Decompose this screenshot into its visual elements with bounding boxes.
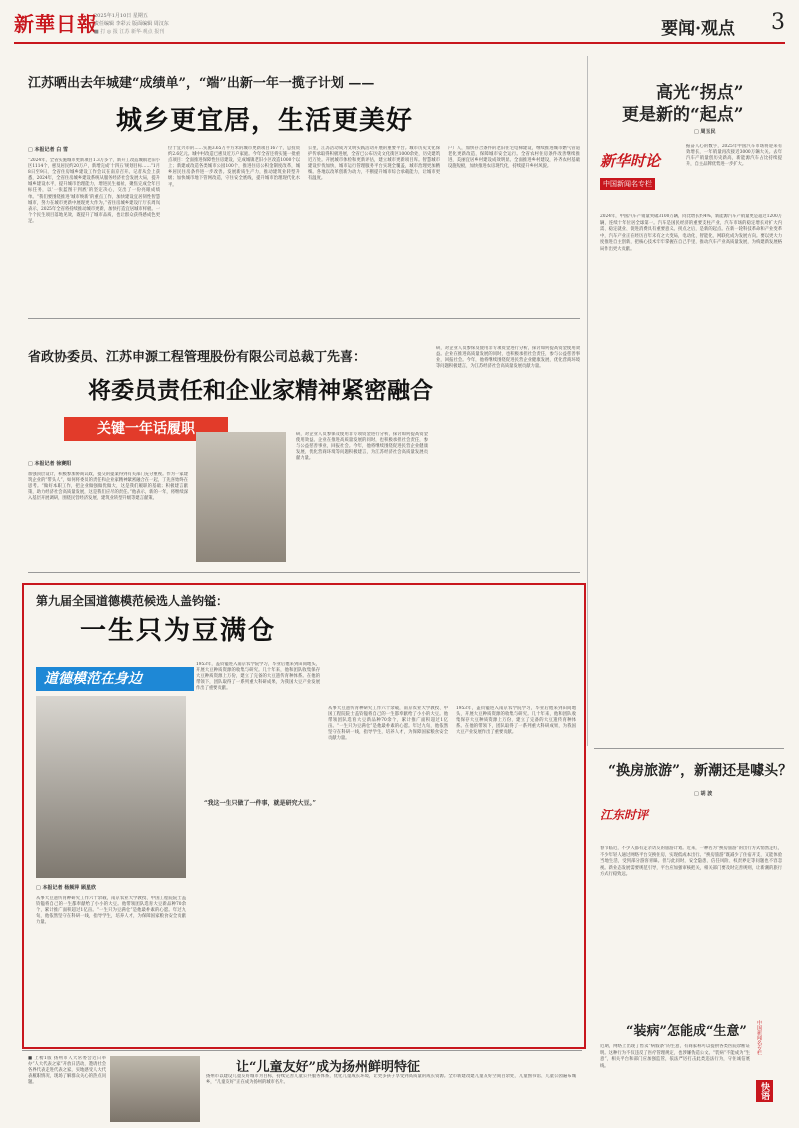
travel-column-name: 江东时评 <box>600 808 649 822</box>
bottom-story-body: 从事大豆遗传育种研究工作六十余载，南京农业大学教授、中国工程院院士盖钧镒将自己的一生都奉献给了小小的大豆。他带领团队选育大豆新品种70余个，累计推广面积超过1亿亩。“一生只为豆满仓”是他最朴素的心愿。年过九旬，他依然坚守在科研一线，指导学生，培养人才，为保障国家粮食安全贡献力量。 <box>36 896 186 926</box>
column-logo-sub: 中国新闻名专栏 <box>600 178 655 190</box>
commentary-headline-2: 更是新的“起点” <box>622 105 744 125</box>
bottom-strip-photo <box>110 1056 200 1122</box>
top-story-col-4: 户）人，加快存合条件的老旧住宅电梯建设，继续推进城市燃气管道老化更新改造，保障城市安全运行。全省农村住房条件改善继续推进，美丽宜居乡村建设成效明显。全面推进乡村建设，补齐农村基础设施短板，加快推进农房现代化，持续提升乡村风貌。 <box>448 146 580 170</box>
bottom-story-banner: 道德模范在身边 <box>36 667 194 691</box>
middle-story-body-3: 研，对企业人员参保及使用非专项资金进行分析，探讨如何提高资金使用效益。企业在推进高质量发展的同时，也积极承担社会责任，参与公益慈善事业，回报社会。今年，他将继续围绕促进民营企业健康发展、优化营商环境等问题积极建言，为江苏经济社会高质量发展贡献力量。 <box>436 346 580 370</box>
top-story-divider <box>28 318 580 319</box>
top-story-col-3: 公里，江苏活动成为文明实践活动开展的重要平台。城市历史文化保护传承取得积极进展，全省已公布历史文化街区1000余处，历史建筑近万处。开展城市体检和更新评估，建立城市更新项目库。智慧城市建设步伐加快，城市运行管理服务平台实现全覆盖，城市治理更加精细。各地以改革创新为动力，不断提升城市综合承载能力，让城市更有温度。 <box>308 146 440 182</box>
commentary-intro: 振奋人心的数字，2025年中国汽车市场将迎来有效增长，一年销量再次接近3000万辆大关。去年汽车产销量创历史新高，新能源汽车占比持续提升，自主品牌优势进一步扩大。 <box>686 144 782 168</box>
middle-story-headline: 将委员责任和企业家精神紧密融合 <box>88 377 433 404</box>
sick-note-body: 近期，网络上出现了售卖“病假条”的生意，有商家称可以提供各类医院诊断证明。这种行为不仅违反了医疗管理规定，也涉嫌伪造公文。“装病”不能成为“生意”，相关平台和部门应加强监管，依法严厉打击此类违法行为，守住诚信底线。 <box>600 1044 750 1069</box>
commentary-byline: □ 周玉民 <box>694 129 716 135</box>
right-column-divider <box>587 56 588 746</box>
commentary-body: 2024年，中国汽车产销量突破3100万辆，同比增长约4%，新能源汽车产销量更是超过1200万辆，连续十年位居全球第一。汽车是国民经济的重要支柱产业，汽车市场的稳定增长对扩大内需、稳定就业、促进消费具有重要意义。拐点之后，是新的起点。在新一轮科技革命和产业变革中，汽车产业正在经历百年未有之大变局，电动化、智能化、网联化成为发展方向。要以更大力度推进自主创新，把核心技术牢牢掌握在自己手里，推动汽车产业高质量发展，为构建新发展格局作出更大贡献。 <box>600 214 782 252</box>
portrait-photo <box>196 432 286 562</box>
sick-note-headline: “装病”怎能成“生意” <box>626 1024 747 1039</box>
middle-story-divider <box>28 572 580 573</box>
travel-byline: □ 胡 波 <box>694 791 713 797</box>
bottom-story-byline: □ 本报记者 杨频萍 顾星欣 <box>36 885 96 891</box>
top-story-col-2: 位于宜兴市的……实施3.65万平方米的城市更新项目167个，总投资约2.6亿元。城中村改造已惠及近万户家庭。今年全省还将实施一批重点项目：全面推进保障性住房建设，完成城镇老旧小区改造1000个以上；新建或改造各类城市公园100个，推进住房公积金制度改革，城乡居民住房条件进一步改善。发展新质生产力，推动建筑业转型升级；加快城市地下管网改造，守住安全底线，提升城市治理现代化水平。 <box>168 146 300 188</box>
editor-credits: 责任编辑 李彩云 版面编辑 周汉东 <box>94 21 169 27</box>
bottom-strip-left: ■ 上榜1版 扬州市人大常委会近日举办“人大代表之家”开放日活动，邀请社会各界代表走进代表之家，实地感受人大代表履职情况，现场了解群众关心的热点问题。 <box>28 1056 106 1086</box>
middle-story-ribbon: 关键一年话履职 <box>64 417 228 441</box>
middle-story-body: 加强顶层设计，积极参加协商议政，提交的提案得到有关部门充分重视。作为一家建筑企业的“带头人”，如何将委员的责任和企业家精神紧密融合在一起，丁先喜始终在思考。“做好本职工作，把企业做强做优做大，这是我们履职的基础；积极建言献策，助力经济社会高质量发展，这是我们应尽的责任。”他表示，新的一年，将继续深入基层开展调研，围绕民营经济发展、建筑业转型升级等建言献策。 <box>28 472 188 502</box>
top-story-byline: □ 本报记者 白 雪 <box>28 147 68 153</box>
top-story-col-1: “2024年，全省实施城市更新项目1.3万多个，新开工改造城镇老旧小区1114个，惠及居民约20万户，新增完成‘十四五’规划目标……”1月8日至9日，全省住房城乡建设工作会议在南京召开。记者从会上获悉，2024年，全省住房城乡建设系统从服务经济社会发展大局，提升城乡建设水平，提升城市治理能力，增进民生福祉，聚焦完成全年目标任务，以‘一张蓝图干到底’的坚定决心，交出了一份亮眼成绩单。“我们要围绕推进‘城市焕新’的重点工作，加快建设宜居韧性智慧城市，努力在城市更新中展现更大作为。”省住房城乡建设厅厅长周岚表示，2025年全省将持续推动城市更新，加快打造宜居城市样板。一个个民生项目落地见效，既提升了城市品质，也让群众获得感成色更足。 <box>28 158 160 224</box>
header-rule <box>14 42 785 44</box>
column-logo <box>600 150 680 210</box>
top-story-headline: 城乡更宜居，生活更美好 <box>116 106 414 136</box>
newspaper-logo: 新華日報 <box>14 12 98 36</box>
travel-body: 春节临近，不少人都有走亲访友的旅游计划。近来，一种名为“换房旅游”的出行方式悄然走红，不少年轻人通过网络平台交换住房，实现低成本出行。“换房旅游”既减少了住宿开支，又能体验当地生活，受到部分游客青睐。但与此同时，安全隐患、信任风险、权责界定等问题也不容忽视。新业态发展需要规范引导，平台应加强审核把关，相关部门要及时完善规则，让新潮的旅行方式行稳致远。 <box>600 846 782 878</box>
bottom-strip-divider <box>22 1050 582 1051</box>
middle-story-kicker: 省政协委员、江苏申源工程管理股份有限公司总裁丁先喜： <box>28 350 367 365</box>
bottom-strip-headline: 让“儿童友好”成为扬州鲜明特征 <box>236 1060 420 1075</box>
travel-column-logo <box>600 806 660 844</box>
bottom-story-pull-quote: “我这一生只做了一件事，就是研究大豆。” <box>204 800 316 807</box>
column-logo-title: 新华时论 <box>600 152 661 170</box>
issue-date: 2025年1月10日 星期五 <box>94 13 148 19</box>
top-story-kicker: 江苏晒出去年城建“成绩单”，“端”出新一年一揽子计划 —— <box>28 76 375 91</box>
bottom-story-kicker: 第九届全国道德模范候选人盖钧镒： <box>36 594 229 608</box>
bottom-story-body-3: 从事大豆遗传育种研究工作六十余载，南京农业大学教授、中国工程院院士盖钧镒将自己的一生都奉献给了小小的大豆。他带领团队选育大豆新品种70余个，累计推广面积超过1亿亩。“一生只为豆满仓”是他最朴素的心愿。年过九旬，他依然坚守在科研一线，指导学生，培养人才，为保障国家粮食安全贡献力量。 <box>328 706 448 742</box>
travel-divider <box>594 748 784 749</box>
kuaiyu-tag-sub: 中国新闻名专栏 <box>756 1020 762 1055</box>
bottom-story-body-4: 1953年，盖钧镒进入南京农学院学习，毕业后他来到田间地头，开展大豆种质资源的收集与研究。几十年来，他和团队收集保存大豆种质资源上万份，建立了完备的大豆遗传育种体系。在他的带领下，团队取得了一系列重大科研成果，为我国大豆产业发展作出了重要贡献。 <box>456 706 576 736</box>
section-title: 要闻·观点 <box>661 19 735 39</box>
middle-story-body-2: 研，对企业人员参保及使用非专项资金进行分析，探讨如何提高资金使用效益。企业在推进高质量发展的同时，也积极承担社会责任，参与公益慈善事业，回报社会。今年，他将继续围绕促进民营企业健康发展、优化营商环境等问题积极建言，为江苏经济社会高质量发展贡献力量。 <box>296 432 428 462</box>
bottom-story-body-2: 1953年，盖钧镒进入南京农学院学习，毕业后他来到田间地头，开展大豆种质资源的收集与研究。几十年来，他和团队收集保存大豆种质资源上万份，建立了完备的大豆遗传育种体系。在他的带领下，团队取得了一系列重大科研成果，为我国大豆产业发展作出了重要贡献。 <box>196 662 320 692</box>
page-number: 3 <box>771 10 785 35</box>
middle-story-byline: □ 本报记者 徐赛阳 <box>28 461 72 467</box>
kuaiyu-tag <box>756 1020 784 1122</box>
kuaiyu-tag-label: 快语 <box>756 1080 773 1102</box>
header-motto: ■ 打 ◎ 报 江苏 新华·观点 报刊 <box>94 29 165 35</box>
bottom-strip-body: 扬州市以建设儿童友好城市为目标，持续完善儿童公共服务体系，优化儿童成长环境，让更多孩子享受到高质量的成长资源。全市新建改建儿童友好空间百余处，儿童图书馆、儿童公园遍布城乡，“儿童友好”正在成为扬州的城市名片。 <box>206 1074 576 1086</box>
scientist-photo <box>36 696 186 878</box>
commentary-headline-1: 高光“拐点” <box>656 83 744 103</box>
travel-headline: “换房旅游”，新潮还是噱头？ <box>608 763 793 779</box>
bottom-story-headline: 一生只为豆满仓 <box>80 616 277 646</box>
